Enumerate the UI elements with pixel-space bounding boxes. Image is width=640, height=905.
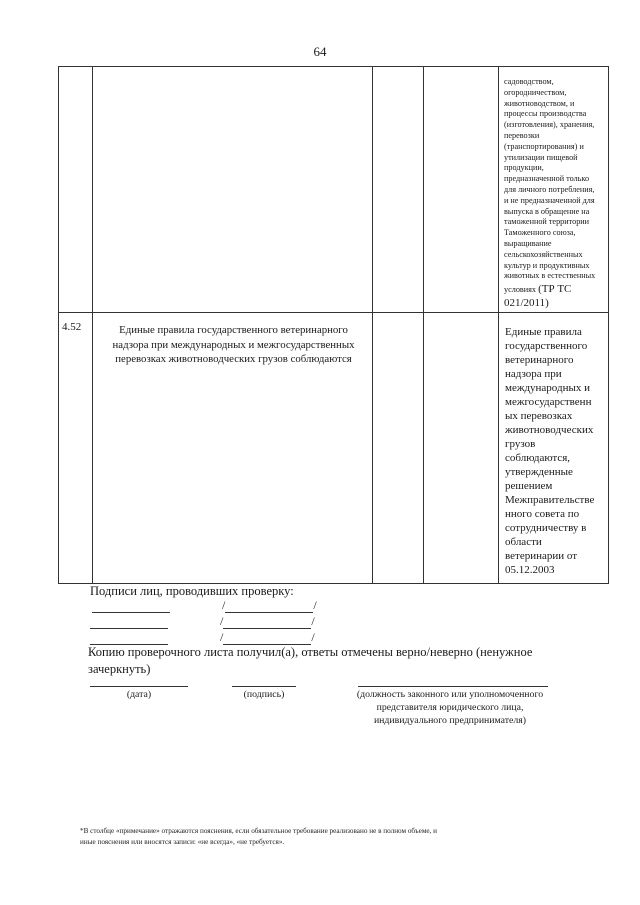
table-row [59,313,609,584]
note-line: условиях (ТР ТС [504,283,572,296]
signatures-title: Подписи лиц, проводивших проверку: [90,584,294,598]
signature-row: / / [92,598,317,614]
signature-line [225,600,313,613]
note-line: (изготовления), хранения, [504,120,595,130]
copy-received-text: Копию проверочного листа получил(а), ответы отмечены верно/неверно (ненужное зачеркнуть) [88,645,533,676]
note-line: культур и продуктивных [504,260,590,270]
table-row [59,67,609,313]
answer-no-cell [424,313,499,584]
signature-row: / / [90,630,315,646]
row-number-cell [59,313,93,584]
note-line: для личного потребления, [504,184,595,194]
date-line [90,686,188,687]
answer-yes-cell [373,67,424,313]
requirement-cell [93,67,373,313]
page-number: 64 [313,44,327,59]
answer-no-cell [424,67,499,313]
note-line: продукции, [504,163,544,173]
note-line: утилизации пищевой [504,152,578,162]
row-number-cell [59,67,93,313]
signature-line [232,686,296,687]
checklist-table [58,66,609,584]
name-line [92,600,170,613]
note-cell [499,67,609,313]
note-line: (транспортирования) и [504,141,584,151]
note-line: садоводством, [504,77,554,86]
requirement-cell [93,313,373,584]
requirement-text: Единые правила государственного ветеринарного надзора при международных и межгосударственных перевозках животноводческих грузов соблюдаются [112,324,355,366]
signature-row: / / [90,614,315,630]
tr-reference: 021/2011) [504,297,549,310]
note-line: и не предназначенной для [504,195,595,205]
note-text [499,67,608,312]
tr-reference: (ТР ТС [538,283,572,296]
signature-label: (подпись) [243,689,285,700]
note-line: перевозки [504,130,540,140]
row-number: 4.52 [62,321,82,334]
note-line: Таможенного союза, [504,228,576,238]
signature-line [223,616,311,629]
footnote: *В столбце «примечание» отражаются пояснения, если обязательное требование реализовано не в полном объеме, и иные пояснения или вносятся записи: «не всегда», «не требуется». [80,827,437,846]
position-line [358,686,548,687]
note-line: сельскохозяйственных [504,249,583,259]
position-label: (должность законного или уполномоченного представителя юридического лица, индивидуального предпринимателя) [356,689,544,726]
note-line: предназначенной только [504,174,590,184]
note-line: животноводством, и [504,98,575,108]
name-line [90,616,168,629]
note-cell [499,313,609,584]
note-line: процессы производства [504,109,587,119]
date-label: (дата) [126,689,152,700]
answer-yes-cell [373,313,424,584]
note-line: огородничеством, [504,87,567,97]
note-line: таможенной территории [504,217,590,227]
note-line: выпуска в обращение на [504,206,590,216]
note-text: Единые правила государственного ветеринарного надзора при международных и межгосударственн ых перевозках животноводческих грузов соблюдаются, утвержденные решением Межправительстве нного совета по сотрудничеству в области ветеринарии от 05.12.2003 [505,326,595,577]
note-line: выращивание [504,238,552,248]
note-line: животных в естественных [504,271,596,281]
